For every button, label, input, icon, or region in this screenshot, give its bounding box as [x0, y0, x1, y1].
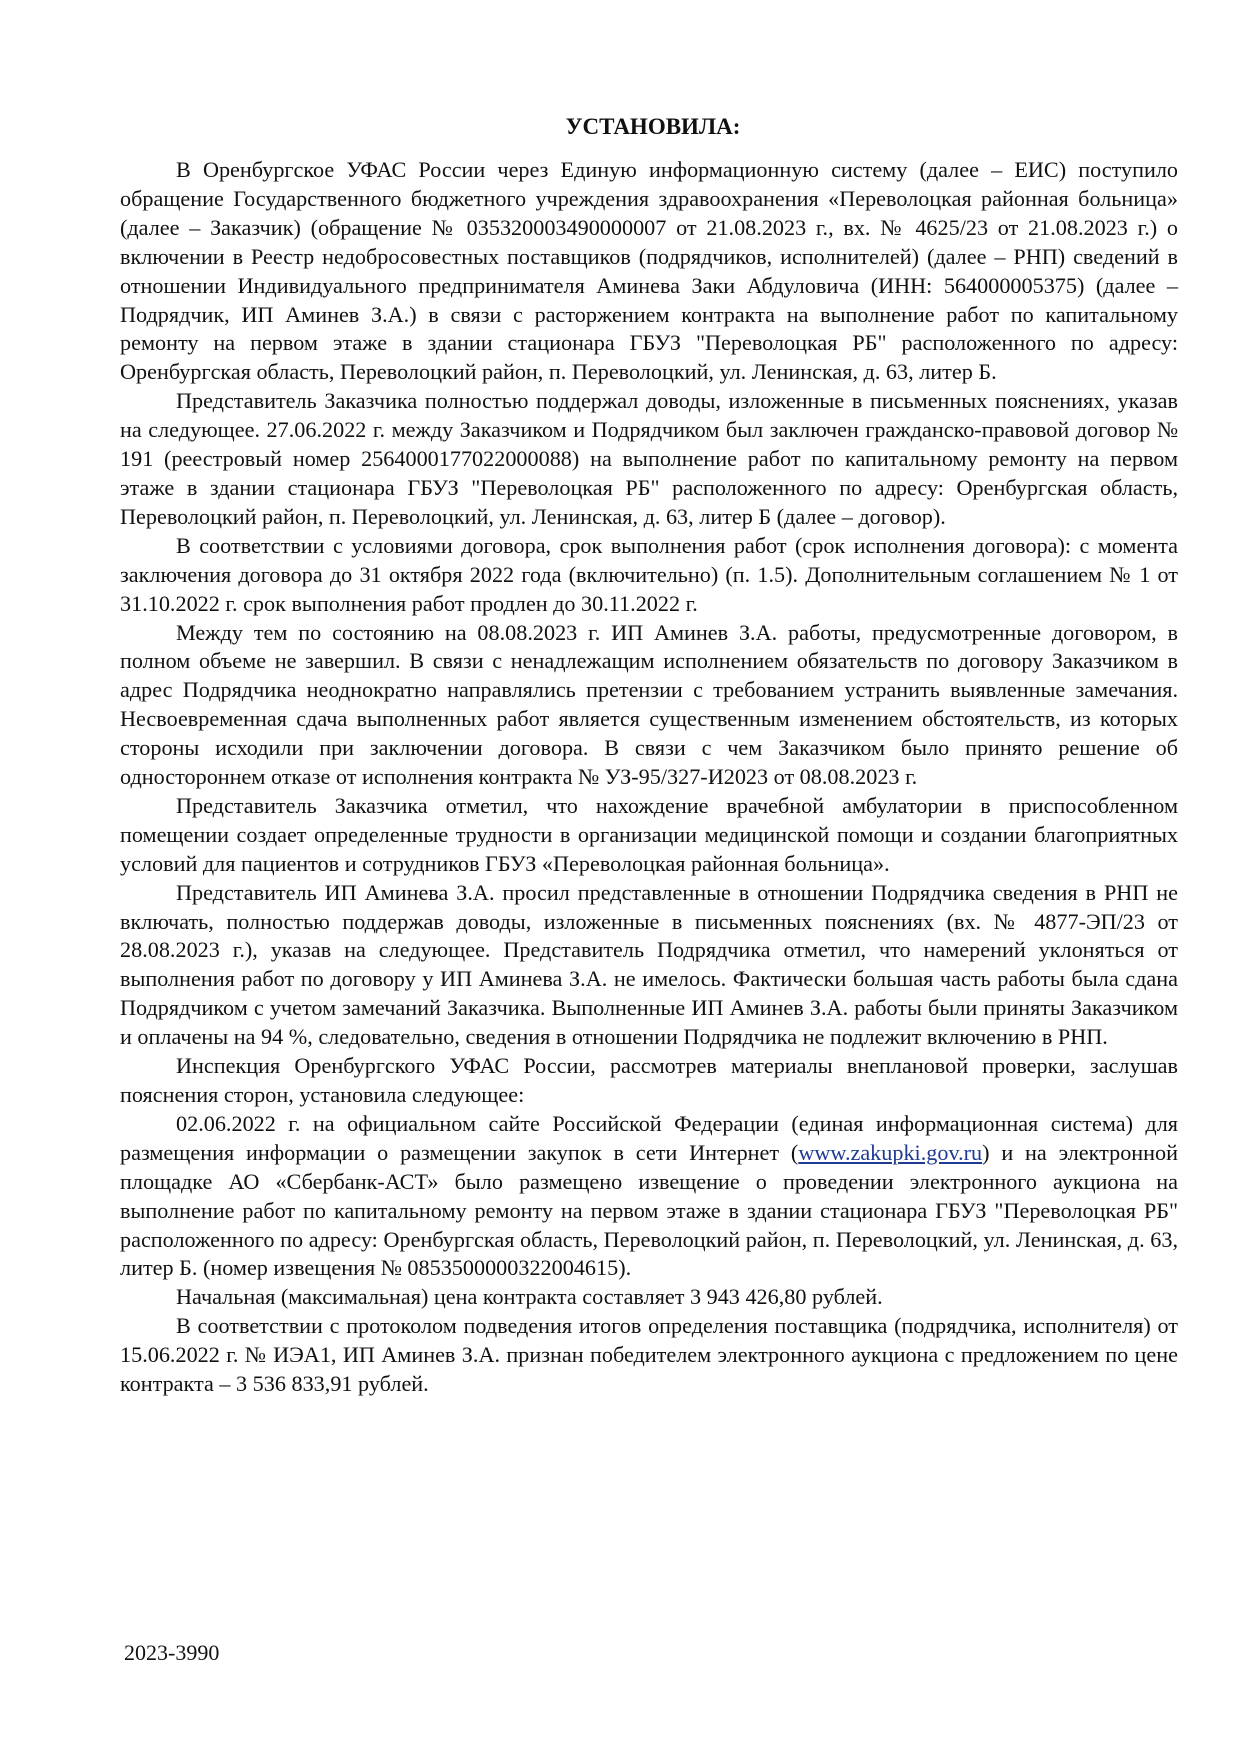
- document-code: 2023-3990: [124, 1640, 220, 1665]
- paragraph-contract-termination: Между тем по состоянию на 08.08.2023 г. ИП Аминев З.А. работы, предусмотренные договором, в полном объеме не завершил. В связи с ненадлежащим исполнением обязательств по договору Заказчиком в адрес Подрядчика неоднократно направлялись претензии с требованием устранить выявленные замечания. Несвоевременная сдача выполненных работ является существенным изменением обстоятельств, из которых стороны исходили при заключении договора. В связи с чем Заказчиком было принято решение об одностороннем отказе от исполнения контракта № УЗ-95/327-И2023 от 08.08.2023 г.: [120, 619, 1178, 790]
- paragraph-contract-terms: В соответствии с условиями договора, срок выполнения работ (срок исполнения договора): с момента заключения договора до 31 октября 2022 года (включительно) (п. 1.5). Дополнительным соглашением № 1 от 31.10.2022 г. срок выполнения работ продлен до 30.11.2022 г.: [120, 532, 1178, 616]
- zakupki-link[interactable]: www.zakupki.gov.ru: [798, 1139, 983, 1165]
- paragraph-initial-price: Начальная (максимальная) цена контракта составляет 3 943 426,80 рублей.: [176, 1284, 883, 1310]
- section-heading: УСТАНОВИЛА:: [565, 114, 741, 139]
- paragraph-inspection-intro: Инспекция Оренбургского УФАС России, рассмотрев материалы внеплановой проверки, заслушав пояснения сторон, установила следующее:: [120, 1053, 1178, 1107]
- paragraph-customer-position: Представитель Заказчика полностью поддержал доводы, изложенные в письменных пояснениях, указав на следующее. 27.06.2022 г. между Заказчиком и Подрядчиком был заключен гражданско-правовой договор № 191 (реестровый номер 2564000177022000088) на выполнение работ по капитальному ремонту на первом этаже в здании стационара ГБУЗ "Переволоцкая РБ" расположенного по адресу: Оренбургская область, Переволоцкий район, п. Переволоцкий, ул. Ленинская, д. 63, литер Б (далее – договор).: [120, 388, 1178, 529]
- document-page: [120, 113, 1178, 1399]
- paragraph-auction-result: В соответствии с протоколом подведения итогов определения поставщика (подрядчика, исполнителя) от 15.06.2022 г. № ИЭА1, ИП Аминев З.А. признан победителем электронного аукциона с предложением по цене контракта – 3 536 833,91 рублей.: [120, 1313, 1178, 1397]
- paragraph-notice: [120, 1110, 1178, 1283]
- notice-text-before: 02.06.2022 г. на официальном сайте Российской Федерации (единая информационная система) для размещения информации о размещении закупок в сети Интернет (: [120, 1110, 1178, 1165]
- paragraph-contractor-position: Представитель ИП Аминева З.А. просил представленные в отношении Подрядчика сведения в РНП не включать, полностью поддержав доводы, изложенные в письменных пояснениях (вх. № 4877-ЭП/23 от 28.08.2023 г.), указав на следующее. Представитель Подрядчика отметил, что намерений уклоняться от выполнения работ по договору у ИП Аминева З.А. не имелось. Фактически большая часть работы была сдана Подрядчиком с учетом замечаний Заказчика. Выполненные ИП Аминев З.А. работы были приняты Заказчиком и оплачены на 94 %, следовательно, сведения в отношении Подрядчика не подлежит включению в РНП.: [120, 879, 1178, 1050]
- paragraph-appeal: В Оренбургское УФАС России через Единую информационную систему (далее – ЕИС) поступило обращение Государственного бюджетного учреждения здравоохранения «Переволоцкая районная больница» (далее – Заказчик) (обращение № 035320003490000007 от 21.08.2023 г., вх. № 4625/23 от 21.08.2023 г.) о включении в Реестр недобросовестных поставщиков (подрядчиков, исполнителей) (далее – РНП) сведений в отношении Индивидуального предпринимателя Аминева Заки Абдуловича (ИНН: 564000005375) (далее – Подрядчик, ИП Аминев З.А.) в связи с расторжением контракта на выполнение работ по капитальному ремонту на первом этаже в здании стационара ГБУЗ "Переволоцкая РБ" расположенного по адресу: Оренбургская область, Переволоцкий район, п. Переволоцкий, ул. Ленинская, д. 63, литер Б.: [120, 157, 1178, 385]
- paragraph-ambulatory-note: Представитель Заказчика отметил, что нахождение врачебной амбулатории в приспособленном помещении создает определенные трудности в организации медицинской помощи и создании благоприятных условий для пациентов и сотрудников ГБУЗ «Переволоцкая районная больница».: [120, 792, 1178, 876]
- notice-text-after: ) и на электронной площадке АО «Сбербанк-АСТ» было размещено извещение о проведении электронного аукциона на выполнение работ по капитальному ремонту на первом этаже в здании стационара ГБУЗ "Переволоцкая РБ" расположенного по адресу: Оренбургская область, Переволоцкий район, п. Переволоцкий, ул. Ленинская, д. 63, литер Б. (номер извещения № 0853500000322004615).: [120, 1139, 1178, 1281]
